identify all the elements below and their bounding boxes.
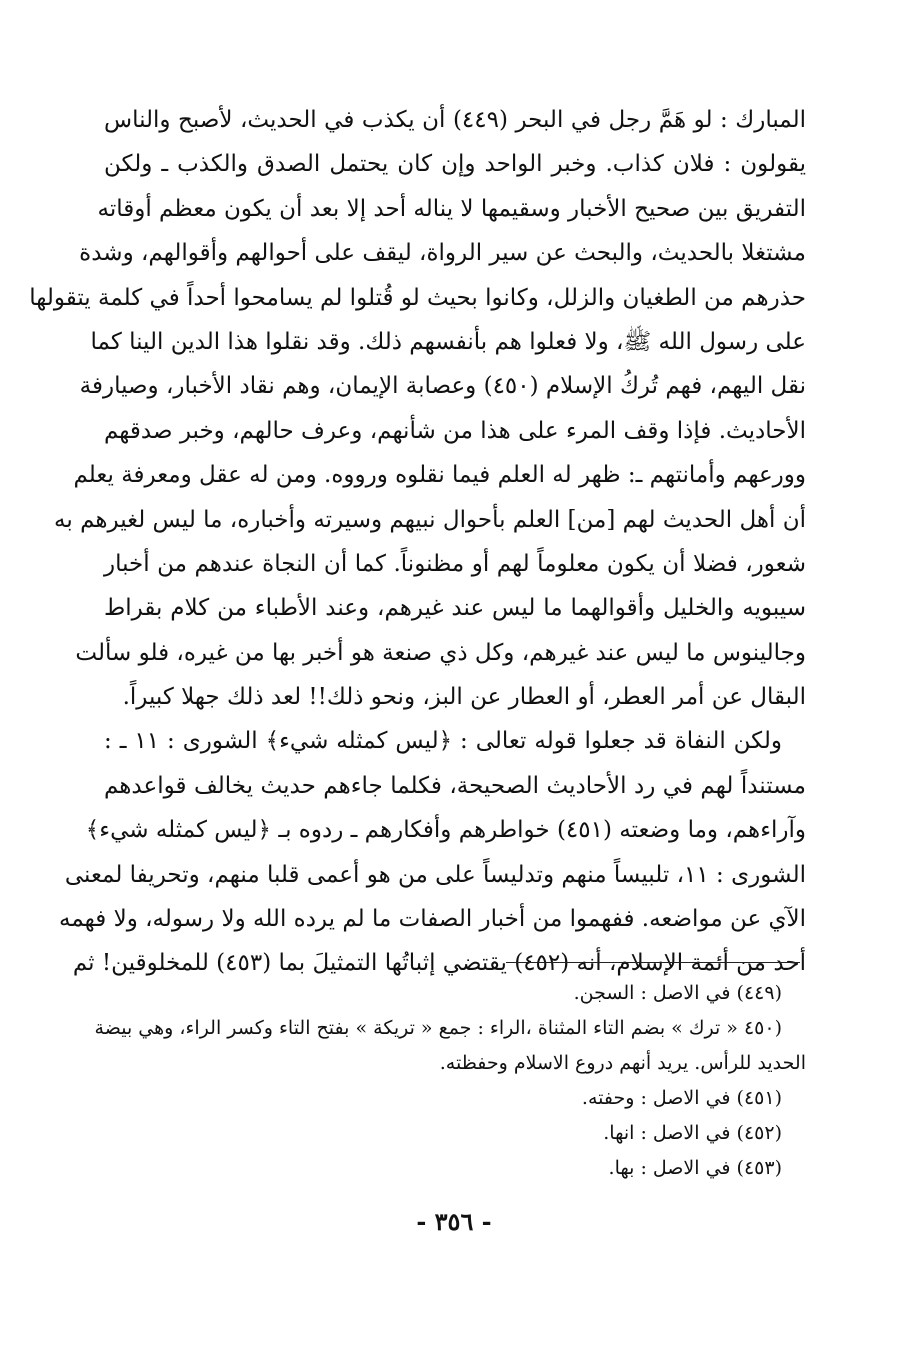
text-line: أن أهل الحديث لهم [من] العلم بأحوال نبيهم وسيرته وأخباره، ما ليس لغيرهم به bbox=[54, 506, 806, 533]
text-line: يقولون : فلان كذاب. وخبر الواحد وإن كان يحتمل الصدق والكذب ـ ولكن bbox=[104, 151, 806, 178]
text-line: التفريق بين صحيح الأخبار وسقيمها لا يناله أحد إلا بعد أن يكون معظم أوقاته bbox=[97, 195, 806, 222]
text-line: على رسول الله ﷺ، ولا فعلوا هم بأنفسهم ذلك. وقد نقلوا هذا الدين الينا كما bbox=[90, 328, 806, 355]
text-line: وآراءهم، وما وضعته (٤٥١) خواطرهم وأفكارهم ـ ردوه بـ ﴿ليس كمثله شيء﴾ bbox=[85, 817, 806, 844]
text-line: أحد من أئمة الإسلام، أنه (٤٥٢) يقتضي إثباتُها التمثيلَ بما (٤٥٣) للمخلوقين! ثم bbox=[72, 950, 806, 977]
text-line: الأحاديث. فإذا وقف المرء على هذا من شأنهم، وعرف حالهم، وخبر صدقهم bbox=[104, 417, 806, 444]
footnotes bbox=[94, 976, 806, 1186]
text-line: البقال عن أمر العطر، أو العطار عن البز، ونحو ذلك!! لعد ذلك جهلا كبيراً. bbox=[122, 684, 806, 711]
footnote: (٤٥١) في الاصل : وحفته. bbox=[581, 1087, 782, 1109]
footnote: (٤٥٢) في الاصل : انها. bbox=[603, 1122, 782, 1144]
text-line: شعور، فضلا أن يكون معلوماً لهم أو مظنوناً. كما أن النجاة عندهم من أخبار bbox=[104, 550, 806, 577]
footnote-continuation: الحديد للرأس. يريد أنهم دروع الاسلام وحفظته. bbox=[439, 1052, 806, 1074]
footnote: (٤٥٠ « ترك » بضم التاء المثناة ،الراء : جمع « تريكة » بفتح التاء وكسر الراء، وهي بيضة bbox=[94, 1017, 782, 1039]
text-line: حذرهم من الطغيان والزلل، وكانوا بحيث لو قُتلوا لم يسامحوا أحداً في كلمة يتقولها bbox=[29, 284, 806, 311]
footnote: (٤٤٩) في الاصل : السجن. bbox=[573, 982, 782, 1004]
text-line: نقل اليهم، فهم تُركُ الإسلام (٤٥٠) وعصابة الإيمان، وهم نقاد الأخبار، وصيارفة bbox=[79, 373, 806, 400]
footnote: (٤٥٣) في الاصل : بها. bbox=[608, 1157, 782, 1179]
text-line: وورعهم وأمانتهم ـ: ظهر له العلم فيما نقلوه ورووه. ومن له عقل ومعرفة يعلم bbox=[73, 462, 806, 489]
text-line: ولكن النفاة قد جعلوا قوله تعالى : ﴿ليس كمثله شيء﴾ الشورى : ١١ ـ : bbox=[104, 728, 783, 755]
text-line: مشتغلا بالحديث، والبحث عن سير الرواة، ليقف على أحوالهم وأقوالهم، وشدة bbox=[79, 240, 806, 267]
text-line: سيبويه والخليل وأقوالهما ما ليس عند غيرهم، وعند الأطباء من كلام بقراط bbox=[104, 595, 806, 622]
text-line: الشورى : ١١، تلبيساً منهم وتدليساً على من هو أعمى قلبا منهم، وتحريفا لمعنى bbox=[64, 861, 806, 888]
text-line: مستنداً لهم في رد الأحاديث الصحيحة، فكلما جاءهم حديث يخالف قواعدهم bbox=[104, 772, 806, 799]
footnote-separator bbox=[506, 962, 800, 963]
text-line: وجالينوس ما ليس عند غيرهم، وكل ذي صنعة هو أخبر بها من غيره، فلو سألت bbox=[75, 639, 806, 666]
page-number: - ٣٥٦ - bbox=[416, 1207, 492, 1236]
text-line: المبارك : لو هَمَّ رجل في البحر (٤٤٩) أن يكذب في الحديث، لأصبح والناس bbox=[104, 107, 806, 133]
main-text bbox=[29, 98, 806, 986]
text-line: الآي عن مواضعه. ففهموا من أخبار الصفات ما لم يرده الله ولا رسوله، ولا فهمه bbox=[59, 906, 806, 933]
